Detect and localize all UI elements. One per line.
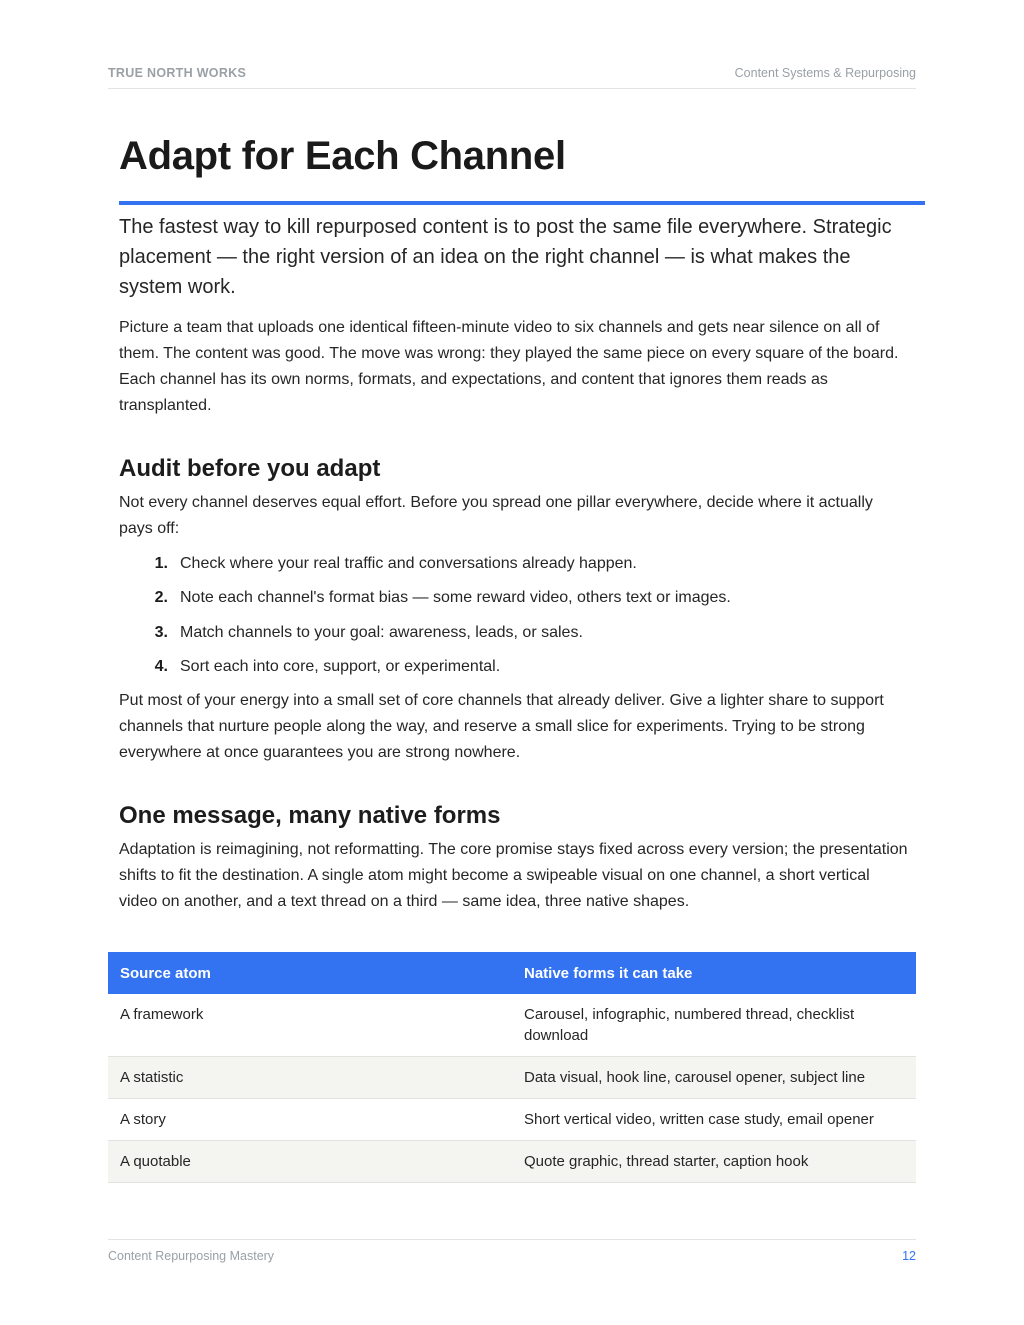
list-number: 4.: [154, 657, 168, 675]
running-footer: [108, 1239, 916, 1264]
list-item-text: Sort each into core, support, or experimental.: [180, 657, 501, 675]
column-header-source-atom: Source atom: [108, 952, 512, 994]
intro-paragraph: Picture a team that uploads one identical fifteen-minute video to six channels and gets near silence on all of them. The content was good. The move was wrong: they played the same piece on every square of the board. Each channel has its own norms, formats, and expectations, and content that ignores them reads as transplanted.: [119, 319, 899, 414]
section-name: Content Systems & Repurposing: [734, 66, 916, 80]
page-number: 12: [902, 1249, 916, 1263]
table-cell-forms: Quote graphic, thread starter, caption hook: [512, 1141, 916, 1183]
table-cell-atom: A story: [108, 1099, 512, 1141]
table-cell-atom: A quotable: [108, 1141, 512, 1183]
document-title: Content Repurposing Mastery: [108, 1249, 275, 1263]
table-row: [108, 994, 916, 1057]
column-header-native-forms: Native forms it can take: [512, 952, 916, 994]
lead-paragraph: The fastest way to kill repurposed content is to post the same file everywhere. Strategic placement — the right version of an idea on the right channel — is what makes the system work.: [119, 216, 892, 298]
table-cell-atom: A framework: [108, 994, 512, 1057]
table-row: [108, 1057, 916, 1099]
table-cell-forms: Carousel, infographic, numbered thread, checklist download: [512, 994, 916, 1057]
page-title: Adapt for Each Channel: [119, 134, 566, 178]
native-forms-table: [108, 952, 916, 1183]
list-item: [119, 654, 909, 680]
audit-steps-list: [119, 551, 909, 680]
brand-name: TRUE NORTH WORKS: [108, 66, 247, 80]
list-number: 2.: [154, 589, 168, 607]
table-cell-forms: Short vertical video, written case study, email opener: [512, 1099, 916, 1141]
list-item: [119, 551, 909, 577]
page-content: [119, 212, 909, 915]
title-underline: [119, 201, 925, 205]
section-heading-audit: Audit before you adapt: [119, 455, 381, 482]
list-item-text: Match channels to your goal: awareness, leads, or sales.: [180, 623, 583, 641]
list-item: [119, 585, 909, 611]
list-item-text: Check where your real traffic and conversations already happen.: [180, 555, 637, 572]
forms-intro-paragraph: Adaptation is reimagining, not reformatting. The core promise stays fixed across every version; the presentation shifts to fit the destination. A single atom might become a swipeable visual on one channel, a short vertical video on another, and a text thread on a third — same idea, three native shapes.: [119, 841, 908, 911]
table-cell-forms: Data visual, hook line, carousel opener, subject line: [512, 1057, 916, 1099]
list-item: [119, 620, 909, 646]
table-row: [108, 1099, 916, 1141]
table-row: [108, 1141, 916, 1183]
audit-summary-paragraph: Put most of your energy into a small set of core channels that already deliver. Give a lighter share to support channels that nurture people along the way, and reserve a small slice for experiments. Trying to be strong everywhere at once guarantees you are strong nowhere.: [119, 692, 884, 762]
table-cell-atom: A statistic: [108, 1057, 512, 1099]
list-number: 1.: [154, 555, 168, 572]
list-item-text: Note each channel's format bias — some reward video, others text or images.: [180, 589, 731, 607]
table-header-row: [108, 952, 916, 994]
list-number: 3.: [154, 623, 168, 641]
running-header: [108, 66, 916, 89]
audit-intro-paragraph: Not every channel deserves equal effort. Before you spread one pillar everywhere, decide where it actually pays off:: [119, 494, 873, 537]
section-heading-forms: One message, many native forms: [119, 802, 501, 830]
